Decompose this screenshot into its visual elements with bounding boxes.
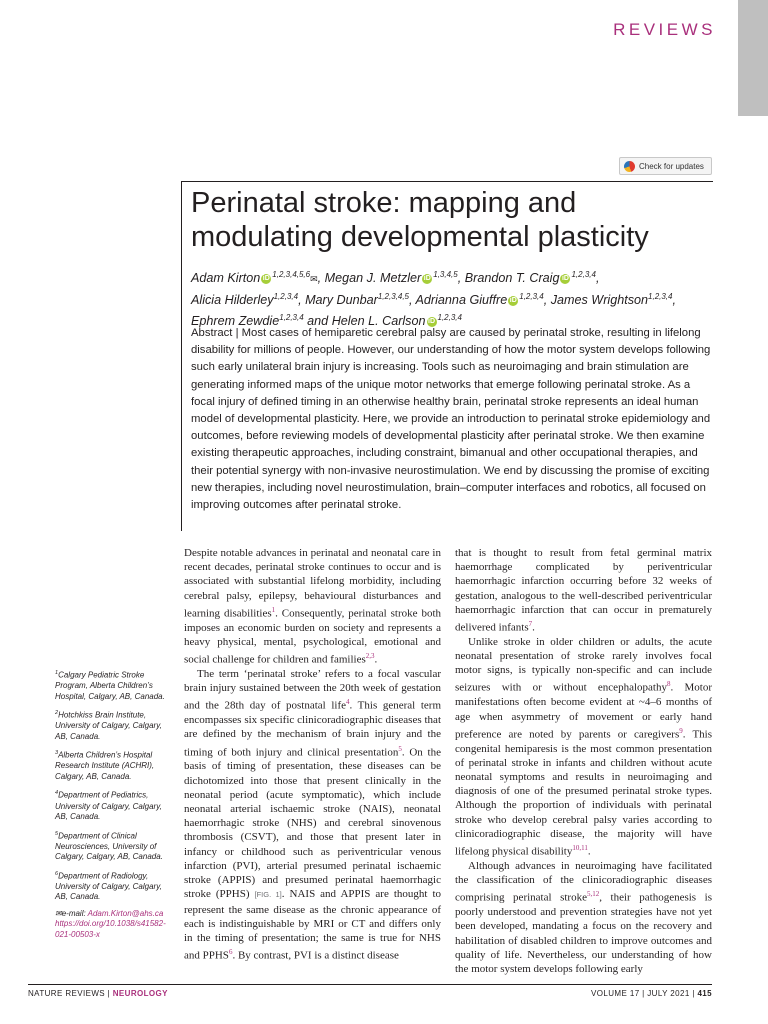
- article-title: Perinatal stroke: mapping and modulating developmental plasticity: [191, 187, 649, 253]
- body-column-1: [184, 546, 441, 963]
- orcid-icon[interactable]: iD: [262, 274, 270, 282]
- author-affiliation-numbers: 1,2,3,4: [279, 313, 304, 323]
- abstract: Abstract | Most cases of hemiparetic cerebral palsy are caused by perinatal stroke, resulting in lifelong disability for millions of people. However, our understanding of how the motor system develops following such early unilateral brain injury is increasing. Tools such as neuroimaging and brain stimulation are generating informed maps of the unique motor networks that emerge following perinatal stroke. As a focal injury of defined timing in an otherwise healthy brain, perinatal stroke represents an ideal human model of developmental plasticity. Here, we provide an introduction to perinatal stroke epidemiology and outcomes, before reviewing models of developmental plasticity after perinatal stroke. We then examine existing therapeutic approaches, including constraint, bimanual and other occupational therapies, and their potential synergy with non-invasive neurostimulation. We end by discussing the promise of exciting new therapies, including novel neurostimulation, brain–computer interfaces and robotics, all focused on improving outcomes after perinatal stroke.: [191, 327, 711, 512]
- author-separator: ,: [298, 293, 306, 308]
- email-icon[interactable]: ✉: [310, 274, 318, 285]
- reference-link[interactable]: 8: [666, 680, 671, 689]
- body-column-2: [455, 546, 712, 976]
- author-affiliation-numbers: 1,2,3,4: [571, 270, 596, 279]
- affiliation-item: [55, 748, 175, 782]
- author-affiliation-numbers: 1,2,3,4,5: [377, 292, 409, 302]
- email-icon: ✉: [55, 908, 62, 918]
- affiliation-item: [55, 708, 175, 742]
- affiliation-list: [55, 668, 175, 903]
- author-affiliation-numbers: 1,2,3,4,5,6: [272, 270, 311, 279]
- paragraph: The term ‘perinatal stroke’ refers to a focal vascular brain injury sustained between the 20th week of gestation and the 28th day of postnatal life$^4$. This general term encompasses six specific clinicoradiographic diseases that are defined by the mechanism of brain injury and the timing of both injury and clinical presentation$^5$. On the basis of timing of presentation, these diseases can be dichotomized into those that present clinically in the neonatal period (acute symptomatic), which include neonatal arterial ischaemic stroke (NAIS), neonatal haemorrhagic stroke (NHS) and cerebral sinovenous thrombosis (CSVT), and those that present later in infancy or childhood such as periventricular venous infarction (PVI), arterial presumed perinatal ischaemic stroke (APPIS) and presumed perinatal haemorrhagic stroke (PPHS) [FIG. 1]. NAIS and APPIS are thought to represent the same disease as the chronic appearance of each is indistinguishable by MRI or CT and differs only in the timing of presentation; the same is true for NHS and PPHS$^6$. By contrast, PVI is a distinct disease: [184, 667, 442, 962]
- side-tab: [738, 0, 768, 116]
- author-affiliation-numbers: 1,2,3,4: [648, 292, 673, 302]
- author-name[interactable]: Brandon T. Craig: [464, 271, 560, 286]
- reference-link[interactable]: 9: [679, 726, 683, 735]
- affiliation-text: Alberta Children’s Hospital Research Institute (ACHRI), Calgary, AB, Canada.: [55, 750, 155, 781]
- paragraph: Although advances in neuroimaging have facilitated the classification of the clinicoradiographic diseases comprising perinatal stroke$^{5,12}$, their pathogenesis is poorly understood and prevention strategies have not yet been developed, mandating a focus on the recovery and habilitation of disabled children to improve outcomes and quality of life. Nevertheless, our understanding of how the motor system develops following early: [455, 859, 712, 975]
- footer-rule: [28, 984, 712, 985]
- email-link[interactable]: Adam.Kirton@ahs.ca: [87, 908, 164, 918]
- author-separator: ,: [317, 271, 325, 286]
- paragraph: Despite notable advances in perinatal and neonatal care in recent decades, perinatal stroke continues to occur and is associated with substantial lifelong morbidity, including cerebral palsy, epilepsy, behavioural disturbances and learning disabilities$^1$. Consequently, perinatal stroke both imposes an economic burden on society and represents a heavy physical, mental, psychological, emotional and social challenge for children and families$^{2,3}$.: [184, 547, 441, 666]
- orcid-icon[interactable]: iD: [561, 274, 569, 282]
- paragraph: Unlike stroke in older children or adults, the acute neonatal presentation of stroke rarely involves focal motor signs, is typically non-specific and can include seizures with or without encephalopathy$^8$. Motor manifestations often become evident at ~4–6 months of age when asymmetry of movement or early hand preference are noted by parents or caregivers$^9$. This congenital hemiparesis is the most common presentation of perinatal stroke in infants and children without acute neonatal symptoms and results in neuroimaging and diagnosis of one of the presumed perinatal stroke types. Although the proportion of individuals with perinatal stroke who develop cerebral palsy varies according to clinicoradiographic disease, the majority will have lifelong physical disability$^{10,11}$.: [455, 635, 713, 858]
- affiliation-number: 3: [55, 750, 59, 757]
- footer-volume: [591, 989, 712, 998]
- affiliation-item: [55, 668, 175, 702]
- title-rule: [181, 181, 713, 182]
- email-label: e-mail:: [61, 908, 88, 918]
- affiliation-item: [55, 869, 175, 903]
- author-name[interactable]: Mary Dunbar: [305, 293, 378, 308]
- affiliation-number: 5: [55, 830, 59, 837]
- affiliation-text: Department of Clinical Neurosciences, University of Calgary, Calgary, AB, Canada.: [55, 831, 163, 862]
- page-number: 415: [697, 989, 712, 998]
- author-affiliation-numbers: 1,2,3,4: [519, 292, 544, 302]
- author-separator: ,: [409, 293, 416, 308]
- author-name[interactable]: Megan J. Metzler: [324, 271, 422, 286]
- affiliation-text: Calgary Pediatric Stroke Program, Alberta Children’s Hospital, Calgary, AB, Canada.: [55, 670, 165, 701]
- author-separator: and: [303, 314, 332, 329]
- section-label: REVIEWS: [613, 20, 716, 39]
- author-name[interactable]: Adrianna Giuffre: [415, 293, 508, 308]
- affiliation-text: Department of Pediatrics, University of Calgary, Calgary, AB, Canada.: [55, 791, 162, 822]
- affiliation-number: 6: [55, 870, 59, 877]
- footer-journal-name: NATURE REVIEWS |: [28, 989, 113, 998]
- reference-link[interactable]: 6: [228, 948, 233, 957]
- reference-link[interactable]: 5: [398, 744, 402, 753]
- affiliation-number: 1: [55, 670, 59, 676]
- affiliation-text: Hotchkiss Brain Institute, University of Calgary, Calgary, AB, Canada.: [55, 710, 162, 741]
- footer-volume-date: VOLUME 17 | JULY 2021 |: [591, 989, 698, 998]
- author-name[interactable]: Alicia Hilderley: [191, 293, 274, 308]
- reference-link[interactable]: 10,11: [572, 844, 588, 853]
- orcid-icon[interactable]: iD: [509, 297, 517, 305]
- footer-journal-subject: NEUROLOGY: [112, 989, 168, 998]
- author-name[interactable]: Ephrem Zewdie: [191, 314, 280, 329]
- reference-link[interactable]: 7: [528, 620, 533, 629]
- title-bar: [181, 181, 182, 531]
- author-separator: ,: [595, 271, 600, 286]
- orcid-icon[interactable]: iD: [423, 274, 431, 282]
- author-list: [191, 266, 716, 331]
- affiliations: [55, 668, 175, 940]
- author-affiliation-numbers: 1,3,4,5: [433, 270, 458, 279]
- author-name[interactable]: Helen L. Carlson: [331, 314, 426, 329]
- reference-link[interactable]: 4: [346, 698, 350, 707]
- author-separator: ,: [457, 271, 465, 286]
- email-line: [55, 909, 175, 920]
- footer-journal: [28, 989, 168, 998]
- paragraph: that is thought to result from fetal germinal matrix haemorrhage complicated by periventricular haemorrhagic infarction occurring before 32 weeks of gestation, analogous to the well-described periventricular haemorrhagic infarction that can occur in prematurely delivered infants$^7$.: [455, 547, 712, 634]
- check-for-updates-label: Check for updates: [639, 161, 704, 171]
- affiliation-item: [55, 788, 175, 822]
- author-name[interactable]: Adam Kirton: [191, 271, 261, 286]
- author-affiliation-numbers: 1,2,3,4: [273, 292, 299, 302]
- affiliation-number: 2: [55, 710, 59, 717]
- affiliation-item: [55, 829, 175, 863]
- affiliation-number: 4: [55, 790, 59, 797]
- author-name[interactable]: James Wrightson: [550, 293, 649, 308]
- reference-link[interactable]: 5,12: [586, 890, 600, 899]
- reference-link[interactable]: 2,3: [365, 652, 375, 661]
- crossmark-icon: [624, 161, 635, 172]
- check-for-updates-button[interactable]: [619, 157, 712, 175]
- author-separator: ,: [672, 293, 676, 308]
- author-affiliation-numbers: 1,2,3,4: [437, 313, 462, 323]
- author-separator: ,: [543, 293, 551, 308]
- doi-link[interactable]: https://doi.org/10.1038/s41582-021-00503-x: [55, 919, 166, 939]
- orcid-icon[interactable]: iD: [428, 318, 435, 326]
- reference-link[interactable]: 1: [271, 605, 276, 614]
- affiliation-text: Department of Radiology, University of Calgary, Calgary, AB, Canada.: [55, 871, 162, 902]
- figure-link[interactable]: [FIG. 1]: [254, 890, 282, 900]
